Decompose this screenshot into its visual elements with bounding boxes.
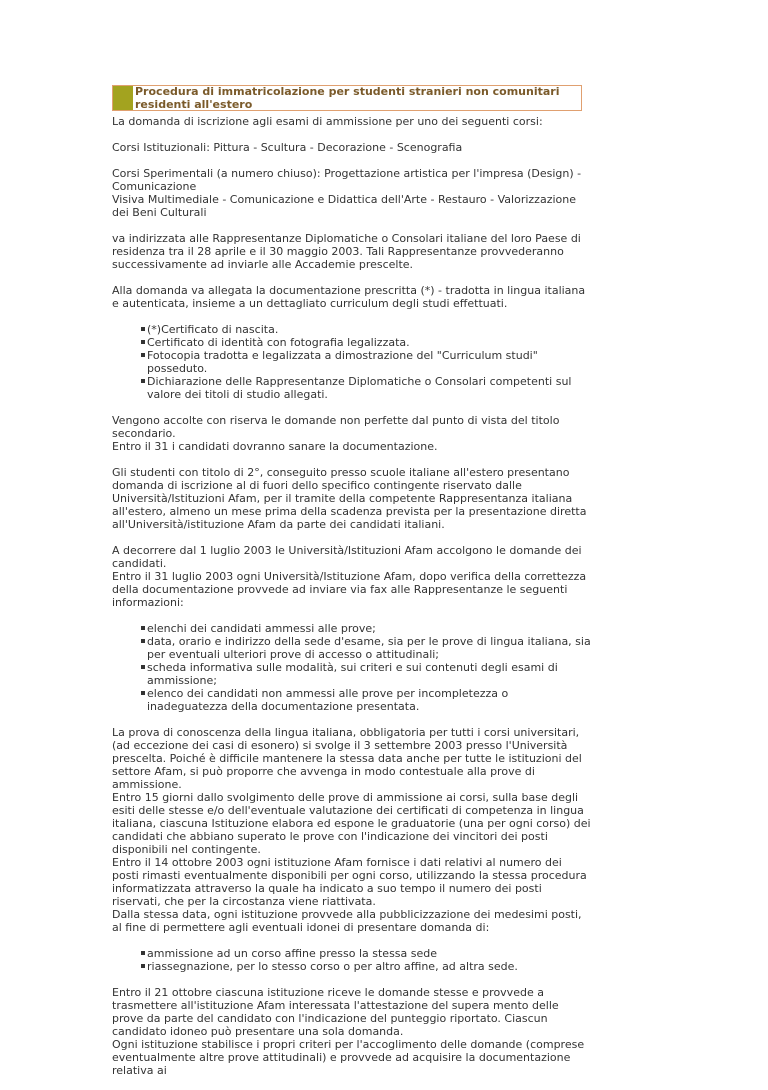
paragraph-intro: La domanda di iscrizione agli esami di ammissione per uno dei seguenti corsi: bbox=[112, 115, 543, 128]
text-line: Entro il 31 i candidati dovranno sanare la documentazione. bbox=[112, 440, 438, 453]
list-item: Dichiarazione delle Rappresentanze Diplomatiche o Consolari competenti sul valore dei titoli di studio allegati. bbox=[112, 375, 592, 401]
list-item: riassegnazione, per lo stesso corso o per altro affine, ad altra sede. bbox=[112, 960, 592, 973]
bullet-icon bbox=[141, 353, 145, 357]
header-marker bbox=[113, 86, 133, 110]
list-item: (*)Certificato di nascita. bbox=[112, 323, 592, 336]
text-line: Ogni istituzione stabilisce i propri criteri per l'accoglimento delle domande (comprese eventualmente altre prove attitudinali) e provvede ad acquisire la documentazione relativa ai bbox=[112, 1038, 585, 1077]
domanda-list bbox=[112, 947, 592, 973]
text-line: Entro 15 giorni dallo svolgimento delle prove di ammissione ai corsi, sulla base degli esiti delle stesse e/o dell'eventuale valutazione dei certificati di competenza in lingua italiana, ciascuna Istituzione elabora ed espone le graduatorie (una per ogni corso) dei candidati che abbiano superato le prove con l'indicazione dei vincitori dei posti disponibili nel contingente. bbox=[112, 791, 591, 856]
text-line: La prova di conoscenza della lingua italiana, obbligatoria per tutti i corsi universitari, (ad eccezione dei casi di esonero) si svolge il 3 settembre 2003 presso l'Università prescelta. Poiché è difficile mantenere la stessa data anche per tutte le istituzioni del settore Afam, si può proporre che avvenga in modo contestuale alla prove di ammissione. bbox=[112, 726, 582, 791]
text-line: Vengono accolte con riserva le domande non perfette dal punto di vista del titolo secondario. bbox=[112, 414, 560, 440]
bullet-icon bbox=[141, 327, 145, 331]
list-item: scheda informativa sulle modalità, sui criteri e sui contenuti degli esami di ammissione; bbox=[112, 661, 592, 687]
bullet-icon bbox=[141, 626, 145, 630]
section-title: Procedura di immatricolazione per studenti stranieri non comunitari residenti all'estero bbox=[135, 85, 560, 111]
list-item: ammissione ad un corso affine presso la stessa sede bbox=[112, 947, 592, 960]
text-line: Entro il 31 luglio 2003 ogni Università/Istituzione Afam, dopo verifica della correttezza della documentazione provvede ad inviare via fax alle Rappresentanze le seguenti informazioni: bbox=[112, 570, 587, 609]
text-line: Corsi Sperimentali (a numero chiuso): Progettazione artistica per l'impresa (Design) - Comunicazione bbox=[112, 167, 582, 193]
text-line: Entro il 14 ottobre 2003 ogni istituzione Afam fornisce i dati relativi al numero dei posti rimasti eventualmente disponibili per ogni corso, utilizzando la stessa procedura informatizzata attraverso la quale ha indicato a suo tempo il numero dei posti riservati, che per la circostanza viene riattivata. bbox=[112, 856, 587, 908]
section-header bbox=[112, 85, 582, 111]
paragraph-21-ottobre bbox=[112, 986, 592, 1077]
paragraph-riserva bbox=[112, 414, 592, 453]
list-item: data, orario e indirizzo della sede d'esame, sia per le prove di lingua italiana, sia per eventuali ulteriori prove di accesso o attitudinali; bbox=[112, 635, 592, 661]
list-item: Fotocopia tradotta e legalizzata a dimostrazione del "Curriculum studi" posseduto. bbox=[112, 349, 592, 375]
paragraph-corsi-sperimentali bbox=[112, 167, 592, 219]
informazioni-list bbox=[112, 622, 592, 713]
paragraph-corsi-istituzionali: Corsi Istituzionali: Pittura - Scultura - Decorazione - Scenografia bbox=[112, 141, 463, 154]
paragraph-documentazione: Alla domanda va allegata la documentazione prescritta (*) - tradotta in lingua italiana e autenticata, insieme a un dettagliato curriculum degli studi effettuati. bbox=[112, 284, 586, 310]
text-line: A decorrere dal 1 luglio 2003 le Università/Istituzioni Afam accolgono le domande dei candidati. bbox=[112, 544, 582, 570]
bullet-icon bbox=[141, 691, 145, 695]
text-line: Entro il 21 ottobre ciascuna istituzione riceve le domande stesse e provvede a trasmettere all'istituzione Afam interessata l'attestazione del supera mento delle prove da parte del candidato con l'indicazione del punteggio riportato. Ciascun candidato idoneo può presentare una sola domanda. bbox=[112, 986, 559, 1038]
paragraph-prova-lingua bbox=[112, 726, 592, 934]
text-line: Dalla stessa data, ogni istituzione provvede alla pubblicizzazione dei medesimi posti, al fine di permettere agli eventuali idonei di presentare domanda di: bbox=[112, 908, 582, 934]
text-line: Visiva Multimediale - Comunicazione e Didattica dell'Arte - Restauro - Valorizzazione dei Beni Culturali bbox=[112, 193, 576, 219]
bullet-icon bbox=[141, 665, 145, 669]
paragraph-indirizzo: va indirizzata alle Rappresentanze Diplomatiche o Consolari italiane del loro Paese di residenza tra il 28 aprile e il 30 maggio 2003. Tali Rappresentanze provvederanno successivamente ad inviarle alle Accademie prescelte. bbox=[112, 232, 581, 271]
bullet-icon bbox=[141, 639, 145, 643]
bullet-icon bbox=[141, 951, 145, 955]
bullet-icon bbox=[141, 964, 145, 968]
paragraph-titolo-estero: Gli studenti con titolo di 2°, conseguito presso scuole italiane all'estero presentano domanda di iscrizione al di fuori dello specifico contingente riservato dalle Università/Istituzioni Afam, per il tramite della competente Rappresentanza italiana all'estero, almeno un mese prima della scadenza prevista per la presentazione diretta all'Università/istituzione Afam da parte dei candidati italiani. bbox=[112, 466, 587, 531]
list-item: elenco dei candidati non ammessi alle prove per incompletezza o inadeguatezza della documentazione presentata. bbox=[112, 687, 592, 713]
list-item: Certificato di identità con fotografia legalizzata. bbox=[112, 336, 592, 349]
bullet-icon bbox=[141, 340, 145, 344]
paragraph-decorrenza bbox=[112, 544, 592, 609]
documents-list bbox=[112, 323, 592, 401]
document-body bbox=[112, 85, 592, 1090]
list-item: elenchi dei candidati ammessi alle prove; bbox=[112, 622, 592, 635]
bullet-icon bbox=[141, 379, 145, 383]
